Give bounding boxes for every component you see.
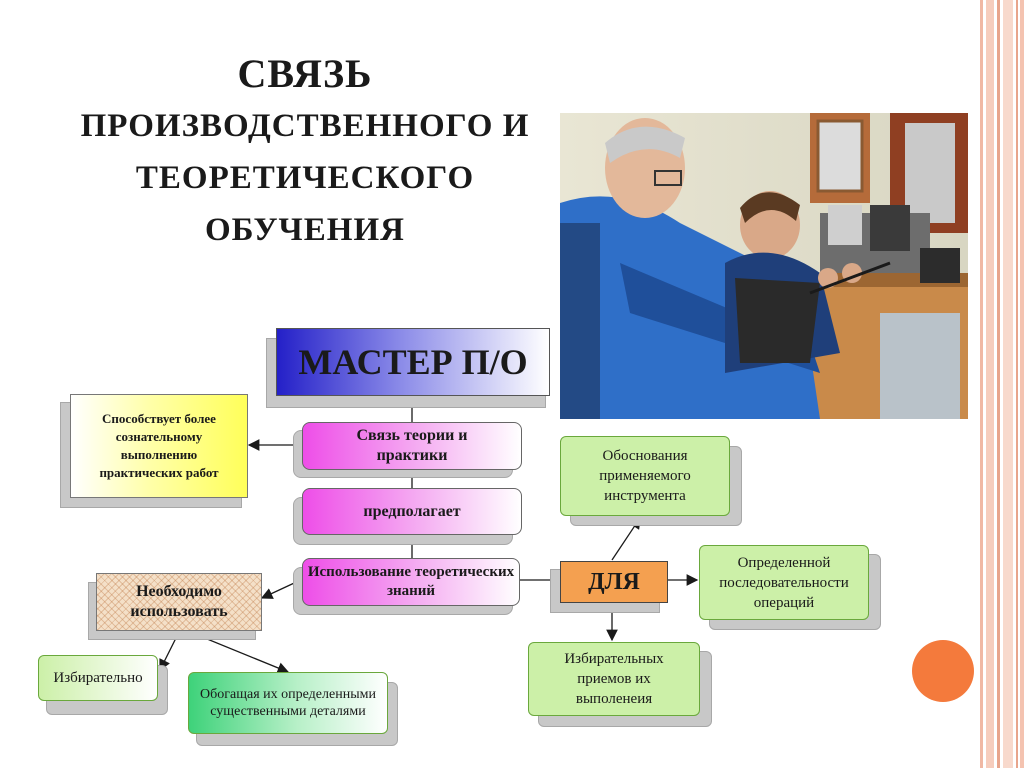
use-knowledge-label: Использование теоретических знаний xyxy=(307,564,515,599)
implies-box xyxy=(302,488,522,535)
need-use-label: Необходимо использовать xyxy=(130,583,228,620)
implies-label: предполагает xyxy=(363,502,461,520)
sequence-box xyxy=(699,545,869,620)
promotes-box xyxy=(70,394,248,498)
theory-practice-box xyxy=(302,422,522,470)
master-box xyxy=(276,328,550,396)
for-label: ДЛЯ xyxy=(588,568,640,595)
promotes-label: Способствует более сознательному выполнению практических работ xyxy=(99,411,219,480)
master-label: МАСТЕР П/О xyxy=(298,342,528,382)
enriching-label: Обогащая их определенными существенными деталями xyxy=(200,687,376,719)
title-rest: ПРОИЗВОДСТВЕННОГО И ТЕОРЕТИЧЕСКОГО ОБУЧЕНИЯ xyxy=(80,108,530,248)
sequence-label: Определенной последовательности операций xyxy=(719,554,849,611)
techniques-label: Избирательных приемов их выполенеия xyxy=(564,651,664,707)
need-use-box xyxy=(96,573,262,631)
justification-box xyxy=(560,436,730,516)
theory-practice-label: Связь теории и практики xyxy=(356,427,468,464)
for-box xyxy=(560,561,668,603)
techniques-box xyxy=(528,642,700,716)
title-line-1: СВЯЗЬ xyxy=(237,51,373,96)
selective-label: Избирательно xyxy=(53,669,143,686)
justification-label: Обоснования применяемого инструмента xyxy=(599,448,691,504)
enriching-box xyxy=(188,672,388,734)
selective-box xyxy=(38,655,158,701)
use-knowledge-box xyxy=(302,558,520,606)
